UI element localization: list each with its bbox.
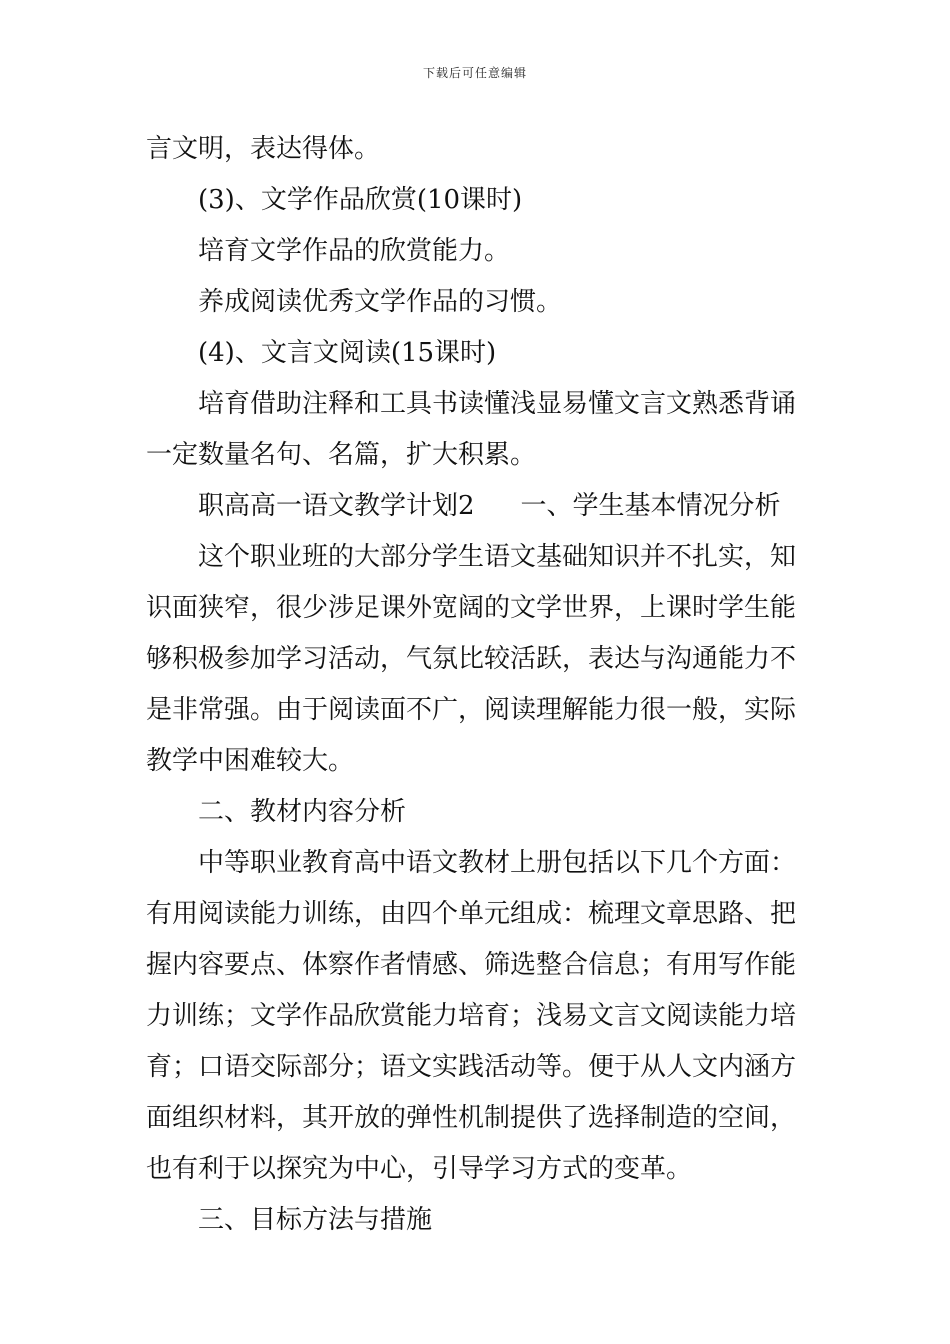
paragraph-line: 中等职业教育高中语文教材上册包括以下几个方面：	[198, 848, 797, 878]
paragraph-line: 言文明，表达得体。	[146, 134, 381, 164]
paragraph-line: 有用阅读能力训练，由四个单元组成：梳理文章思路、把	[146, 899, 797, 929]
paragraph-line: 培育借助注释和工具书读懂浅显易懂文言文熟悉背诵	[198, 389, 797, 419]
paragraph-line: 面组织材料，其开放的弹性机制提供了选择制造的空间，	[146, 1103, 797, 1133]
paragraph-line: 培育文学作品的欣赏能力。	[198, 236, 511, 266]
paragraph-line: 握内容要点、体察作者情感、筛选整合信息；有用写作能	[146, 950, 797, 980]
section-heading-classical: (4)、文言文阅读(15课时)	[198, 338, 497, 368]
plan-title: 职高高一语文教学计划2	[198, 491, 475, 521]
paragraph-line: 一定数量名句、名篇，扩大积累。	[146, 440, 537, 470]
paragraph-line: 育；口语交际部分；语文实践活动等。便于从人文内涵方	[146, 1052, 797, 1082]
document-body	[146, 124, 808, 1246]
section-heading-students: 一、学生基本情况分析	[520, 491, 781, 521]
paragraph-line: 养成阅读优秀文学作品的习惯。	[198, 287, 563, 317]
section-heading-goals: 三、目标方法与措施	[198, 1205, 433, 1235]
paragraph-line: 是非常强。由于阅读面不广，阅读理解能力很一般，实际	[146, 695, 797, 725]
paragraph-line: 识面狭窄，很少涉足课外宽阔的文学世界，上课时学生能	[146, 593, 797, 623]
section-heading-literature: (3)、文学作品欣赏(10课时)	[198, 185, 523, 215]
paragraph-line: 也有利于以探究为中心，引导学习方式的变革。	[146, 1154, 693, 1184]
page-header: 下载后可任意编辑	[422, 66, 527, 80]
section-heading-textbook: 二、教材内容分析	[198, 797, 407, 827]
plan-title-line	[146, 481, 808, 532]
paragraph-line: 教学中困难较大。	[146, 746, 355, 776]
paragraph-line: 够积极参加学习活动，气氛比较活跃，表达与沟通能力不	[146, 644, 797, 674]
paragraph-line: 这个职业班的大部分学生语文基础知识并不扎实，知	[198, 542, 797, 572]
paragraph-line: 力训练；文学作品欣赏能力培育；浅易文言文阅读能力培	[146, 1001, 797, 1031]
